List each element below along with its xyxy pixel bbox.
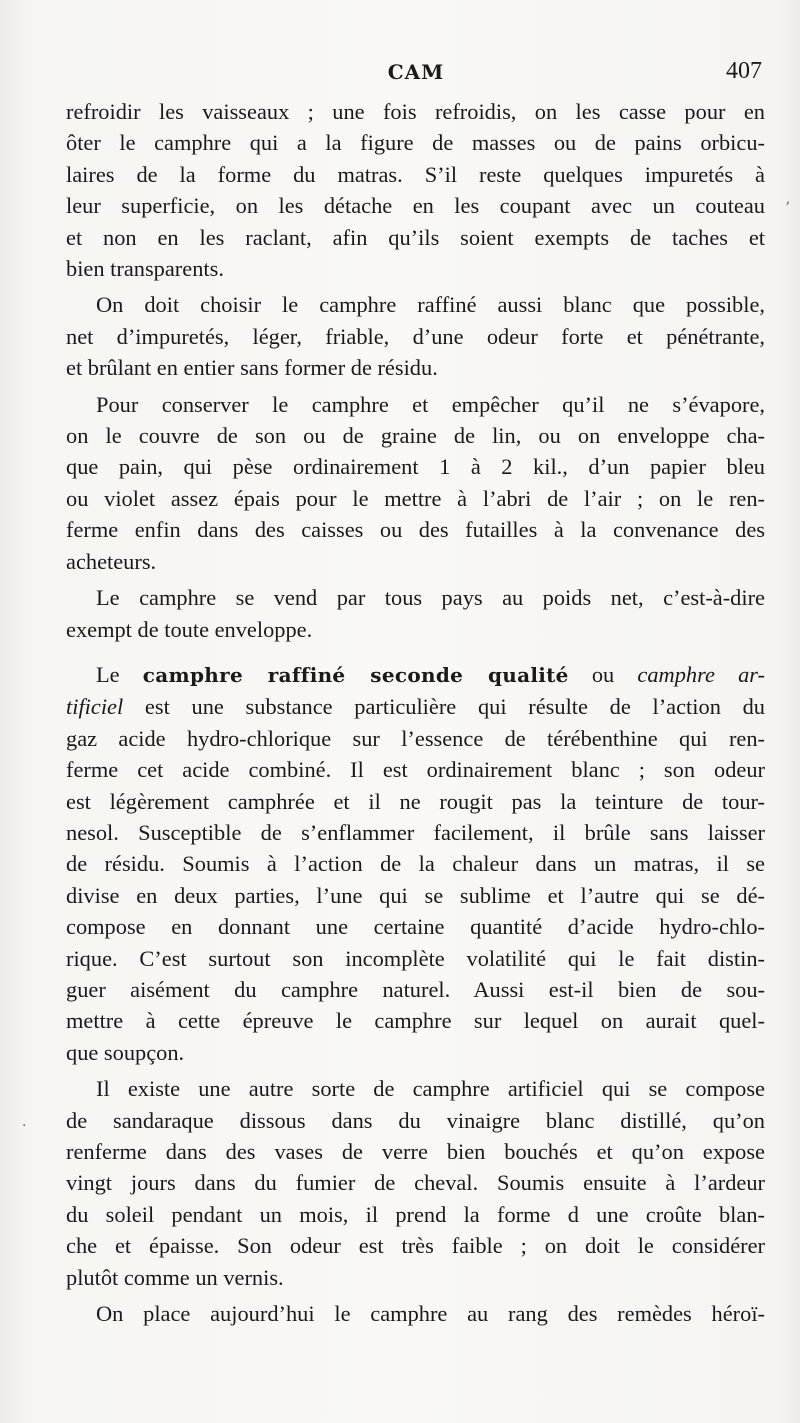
page-number: 407 bbox=[726, 58, 762, 84]
text-line: ou violet assez épais pour le mettre à l’abri de l’air ; on le ren- bbox=[66, 485, 765, 511]
text-line: on le couvre de son ou de graine de lin, ou on enveloppe cha- bbox=[66, 423, 765, 449]
text-line: acheteurs. bbox=[66, 548, 157, 574]
text-line: est légèrement camphrée et il ne rougit pas la teinture de tour- bbox=[66, 788, 765, 814]
running-title: CAM bbox=[387, 60, 445, 84]
text-line: bien transparents. bbox=[66, 256, 224, 282]
text-line: On doit choisir le camphre raffiné aussi blanc que possible, bbox=[96, 292, 765, 318]
text-run: est une substance particulière qui résulte de l’action du bbox=[123, 694, 765, 720]
text-run: ou bbox=[568, 661, 638, 687]
text-line: que pain, qui pèse ordinairement 1 à 2 kil., d’un papier bleu bbox=[66, 454, 765, 480]
text-line: compose en donnant une certaine quantité d’acide hydro-chlo- bbox=[66, 914, 765, 940]
paragraph bbox=[66, 659, 765, 1068]
text-line: Pour conserver le camphre et empêcher qu’il ne s’évapore, bbox=[96, 391, 765, 417]
text-line: et brûlant en entier sans former de résidu. bbox=[66, 355, 438, 381]
paragraph bbox=[66, 582, 765, 645]
text-line: refroidir les vaisseaux ; une fois refroidis, on les casse pour en bbox=[66, 99, 765, 124]
paragraph bbox=[66, 1298, 765, 1329]
text-line: ferme cet acide combiné. Il est ordinairement blanc ; son odeur bbox=[66, 757, 765, 783]
text-line: que soupçon. bbox=[66, 1039, 185, 1065]
text-line: du soleil pendant un mois, il prend la forme d une croûte blan- bbox=[66, 1201, 765, 1227]
paragraph bbox=[66, 96, 765, 284]
text-line: leur superficie, on les détache en les coupant avec un couteau bbox=[66, 193, 765, 219]
text-line bbox=[66, 659, 765, 691]
text-line: ôter le camphre qui a la figure de masses ou de pains orbicu- bbox=[66, 130, 765, 156]
text-run: Le bbox=[96, 661, 143, 687]
text-line: che et épaisse. Son odeur est très faible ; on doit le considérer bbox=[66, 1233, 765, 1259]
paragraph bbox=[66, 1073, 765, 1293]
paragraph bbox=[66, 289, 765, 383]
text-line bbox=[66, 691, 765, 722]
text-line: de résidu. Soumis à l’action de la chaleur dans un matras, il se bbox=[66, 851, 765, 877]
margin-dot: · bbox=[22, 1118, 27, 1134]
text-line: ferme enfin dans des caisses ou des futailles à la convenance des bbox=[66, 517, 765, 543]
italic-term: tificiel bbox=[66, 694, 124, 720]
text-line: net d’impuretés, léger, friable, d’une odeur forte et pénétrante, bbox=[66, 323, 765, 349]
running-header bbox=[66, 58, 766, 88]
text-line: gaz acide hydro-chlorique sur l’essence de térébenthine qui ren- bbox=[66, 725, 765, 751]
text-line: renferme dans des vases de verre bien bouchés et qu’on expose bbox=[66, 1139, 765, 1164]
text-line: laires de la forme du matras. S’il reste quelques impuretés à bbox=[66, 161, 765, 187]
text-line: divise en deux parties, l’une qui se sublime et l’autre qui se dé- bbox=[66, 882, 765, 908]
margin-mark: ’ bbox=[785, 200, 790, 216]
text-line: exempt de toute enveloppe. bbox=[66, 616, 313, 642]
text-line: On place aujourd’hui le camphre au rang des remèdes héroï- bbox=[96, 1301, 765, 1327]
text-line: nesol. Susceptible de s’enflammer facilement, il brûle sans laisser bbox=[66, 819, 765, 845]
text-line: vingt jours dans du fumier de cheval. Soumis ensuite à l’ardeur bbox=[66, 1170, 765, 1196]
body-text bbox=[66, 96, 765, 1329]
bold-term: camphre raffiné seconde qualité bbox=[142, 662, 569, 687]
text-line: Le camphre se vend par tous pays au poids net, c’est-à-dire bbox=[96, 585, 765, 611]
text-line: de sandaraque dissous dans du vinaigre blanc distillé, qu’on bbox=[66, 1107, 765, 1133]
paragraph bbox=[66, 389, 765, 577]
text-line: et non en les raclant, afin qu’ils soient exempts de taches et bbox=[66, 224, 765, 250]
text-line: guer aisément du camphre naturel. Aussi est-il bien de sou- bbox=[66, 976, 765, 1002]
text-line: mettre à cette épreuve le camphre sur lequel on aurait quel- bbox=[66, 1008, 765, 1034]
text-line: rique. C’est surtout son incomplète volatilité qui le fait distin- bbox=[66, 945, 765, 971]
italic-term: camphre ar- bbox=[637, 661, 765, 687]
text-line: plutôt comme un vernis. bbox=[66, 1264, 284, 1290]
text-line: Il existe une autre sorte de camphre artificiel qui se compose bbox=[96, 1076, 765, 1102]
